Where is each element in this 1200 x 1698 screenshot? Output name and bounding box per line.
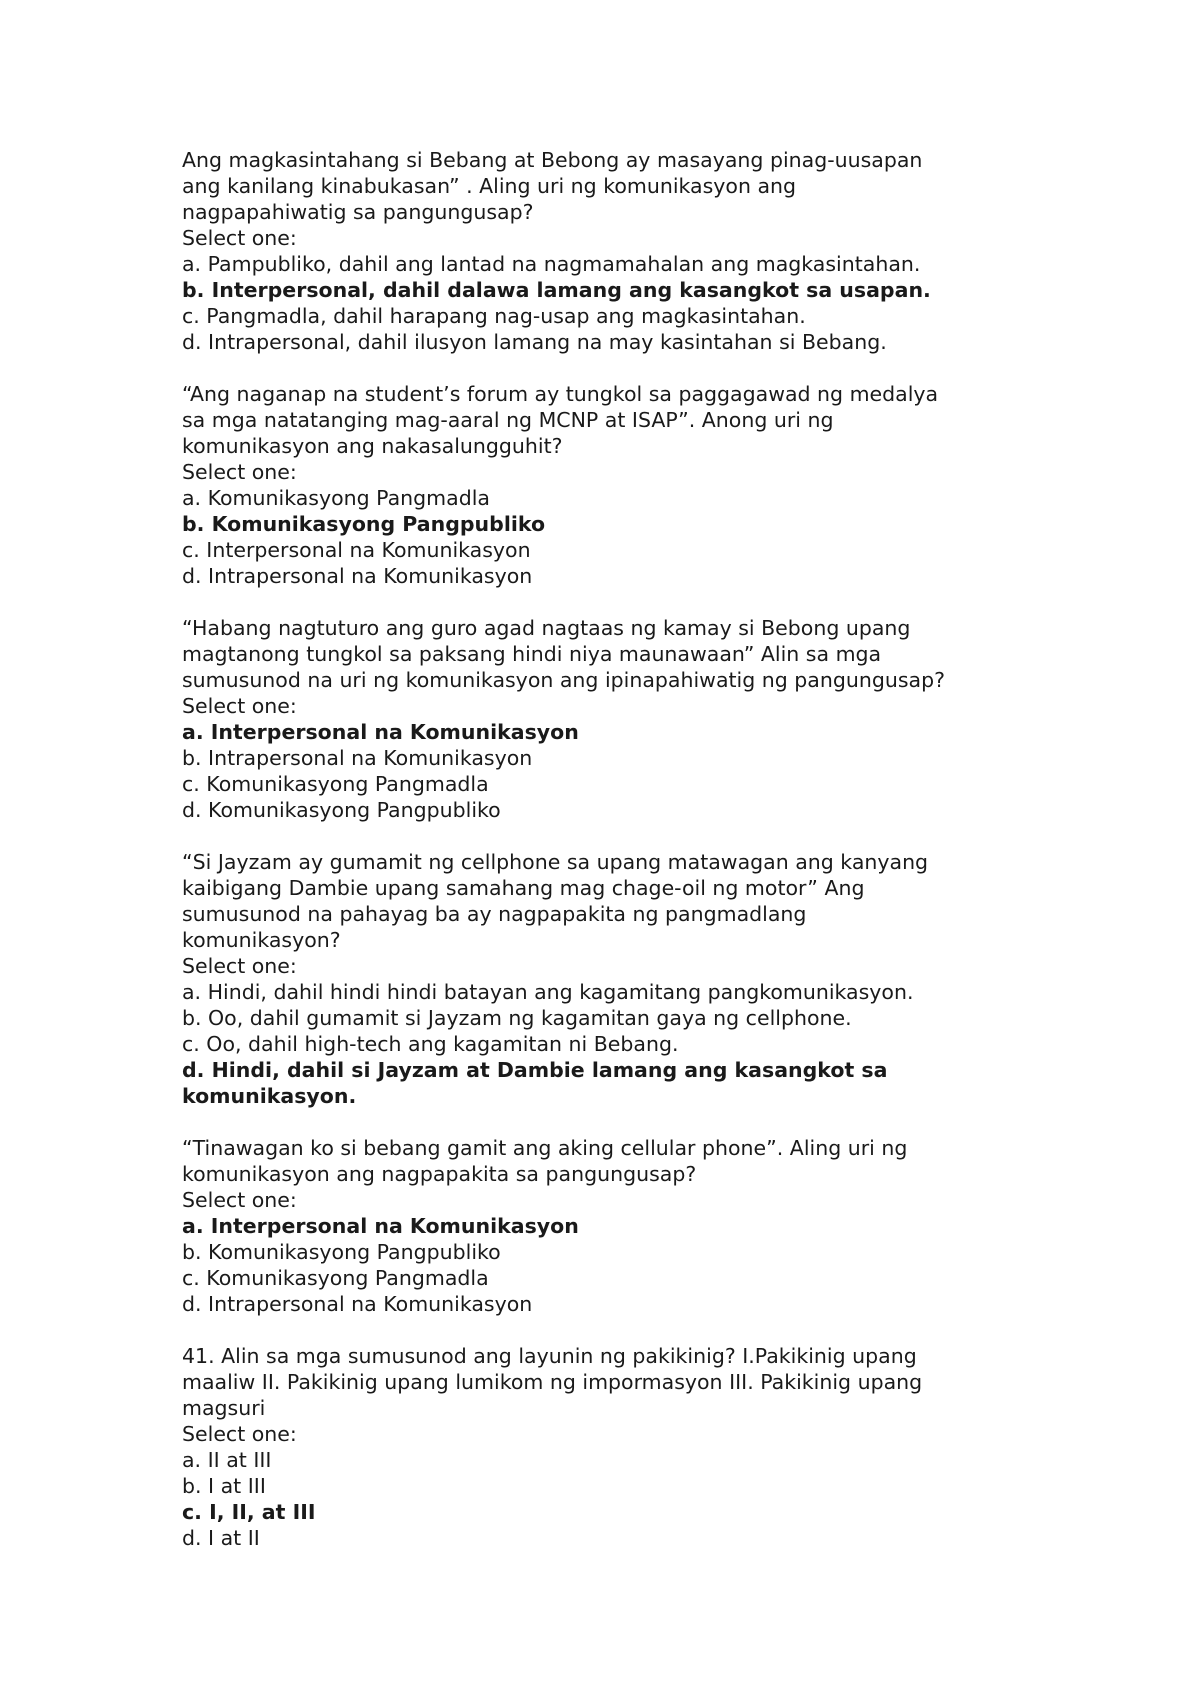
answer-option	[182, 1239, 1082, 1265]
answer-option	[182, 537, 1082, 563]
answer-option-text: d. Intrapersonal na Komunikasyon	[182, 1292, 533, 1316]
question-block	[182, 849, 1082, 1109]
answer-option	[182, 1265, 1082, 1291]
answer-option-selected	[182, 1499, 1082, 1525]
question-block	[182, 1135, 1082, 1317]
question-stem-line: magsuri	[182, 1396, 266, 1420]
answer-option	[182, 979, 1082, 1005]
question-stem-line: komunikasyon ang nakasalungguhit?	[182, 434, 563, 458]
answer-option-text: b. I at III	[182, 1474, 266, 1498]
answer-option-text: d. Intrapersonal, dahil ilusyon lamang na may kasintahan si Bebang.	[182, 330, 887, 354]
question-block	[182, 615, 1082, 823]
answer-option-text: b. Intrapersonal na Komunikasyon	[182, 746, 533, 770]
question-block	[182, 1343, 1082, 1551]
question-stem-line: sumusunod na pahayag ba ay nagpapakita ng pangmadlang	[182, 902, 807, 926]
answer-option	[182, 1005, 1082, 1031]
answer-option	[182, 1291, 1082, 1317]
select-one-prompt: Select one:	[182, 226, 297, 250]
answer-option-text: c. I, II, at III	[182, 1500, 316, 1524]
question-stem-line: 41. Alin sa mga sumusunod ang layunin ng pakikinig? I.Pakikinig upang	[182, 1344, 917, 1368]
answer-option-text: c. Oo, dahil high-tech ang kagamitan ni Bebang.	[182, 1032, 679, 1056]
answer-option	[182, 563, 1082, 589]
question-stem-line: maaliw II. Pakikinig upang lumikom ng impormasyon III. Pakikinig upang	[182, 1370, 923, 1394]
question-stem-line: “Tinawagan ko si bebang gamit ang aking cellular phone”. Aling uri ng	[182, 1136, 908, 1160]
question-stem-line: Ang magkasintahang si Bebang at Bebong ay masayang pinag-uusapan	[182, 148, 923, 172]
question-stem-line: sumusunod na uri ng komunikasyon ang ipinapahiwatig ng pangungusap?	[182, 668, 945, 692]
question-stem-line: “Ang naganap na student’s forum ay tungkol sa paggagawad ng medalya	[182, 382, 939, 406]
question-stem-line: magtanong tungkol sa paksang hindi niya maunawaan” Alin sa mga	[182, 642, 882, 666]
question-stem-line: “Habang nagtuturo ang guro agad nagtaas ng kamay si Bebong upang	[182, 616, 911, 640]
answer-option	[182, 1473, 1082, 1499]
question-stem-line: nagpapahiwatig sa pangungusap?	[182, 200, 534, 224]
question-block	[182, 147, 1082, 355]
answer-option	[182, 485, 1082, 511]
answer-option	[182, 303, 1082, 329]
answer-option	[182, 1447, 1082, 1473]
answer-option	[182, 771, 1082, 797]
answer-option	[182, 1031, 1082, 1057]
answer-option-text: a. Hindi, dahil hindi hindi batayan ang kagamitang pangkomunikasyon.	[182, 980, 914, 1004]
question-block	[182, 381, 1082, 589]
question-stem-line: sa mga natatanging mag-aaral ng MCNP at ISAP”. Anong uri ng	[182, 408, 834, 432]
answer-option	[182, 797, 1082, 823]
answer-option-text: b. Interpersonal, dahil dalawa lamang ang kasangkot sa usapan.	[182, 278, 931, 302]
answer-option-selected	[182, 1213, 1082, 1239]
answer-option-text: a. Komunikasyong Pangmadla	[182, 486, 490, 510]
question-stem-line: “Si Jayzam ay gumamit ng cellphone sa upang matawagan ang kanyang	[182, 850, 929, 874]
question-stem-line: ang kanilang kinabukasan” . Aling uri ng komunikasyon ang	[182, 174, 797, 198]
answer-option	[182, 329, 1082, 355]
answer-option-text: b. Komunikasyong Pangpubliko	[182, 512, 546, 536]
answer-option-text: b. Oo, dahil gumamit si Jayzam ng kagamitan gaya ng cellphone.	[182, 1006, 852, 1030]
answer-option-text: b. Komunikasyong Pangpubliko	[182, 1240, 501, 1264]
answer-option-text: d. Hindi, dahil si Jayzam at Dambie lamang ang kasangkot sa	[182, 1058, 888, 1082]
question-stem-line: kaibigang Dambie upang samahang mag chage-oil ng motor” Ang	[182, 876, 865, 900]
answer-option-selected	[182, 1057, 1082, 1109]
answer-option-selected	[182, 719, 1082, 745]
select-one-prompt: Select one:	[182, 460, 297, 484]
select-one-prompt: Select one:	[182, 1188, 297, 1212]
question-stem-line: komunikasyon ang nagpapakita sa pangungusap?	[182, 1162, 697, 1186]
answer-option	[182, 745, 1082, 771]
answer-option-text: d. I at II	[182, 1526, 260, 1550]
question-stem-line: komunikasyon?	[182, 928, 341, 952]
answer-option-text: a. Pampubliko, dahil ang lantad na nagmamahalan ang magkasintahan.	[182, 252, 921, 276]
answer-option	[182, 1525, 1082, 1551]
quiz-content	[182, 147, 1082, 1577]
answer-option-text: d. Komunikasyong Pangpubliko	[182, 798, 501, 822]
answer-option-text: a. II at III	[182, 1448, 272, 1472]
select-one-prompt: Select one:	[182, 1422, 297, 1446]
answer-option-text: a. Interpersonal na Komunikasyon	[182, 720, 579, 744]
answer-option-text: c. Komunikasyong Pangmadla	[182, 1266, 489, 1290]
select-one-prompt: Select one:	[182, 954, 297, 978]
answer-option-text: a. Interpersonal na Komunikasyon	[182, 1214, 579, 1238]
answer-option-selected	[182, 277, 1082, 303]
answer-option-text: c. Interpersonal na Komunikasyon	[182, 538, 531, 562]
answer-option-text: komunikasyon.	[182, 1084, 357, 1108]
answer-option-text: d. Intrapersonal na Komunikasyon	[182, 564, 533, 588]
answer-option-selected	[182, 511, 1082, 537]
select-one-prompt: Select one:	[182, 694, 297, 718]
answer-option	[182, 251, 1082, 277]
answer-option-text: c. Komunikasyong Pangmadla	[182, 772, 489, 796]
answer-option-text: c. Pangmadla, dahil harapang nag-usap ang magkasintahan.	[182, 304, 806, 328]
